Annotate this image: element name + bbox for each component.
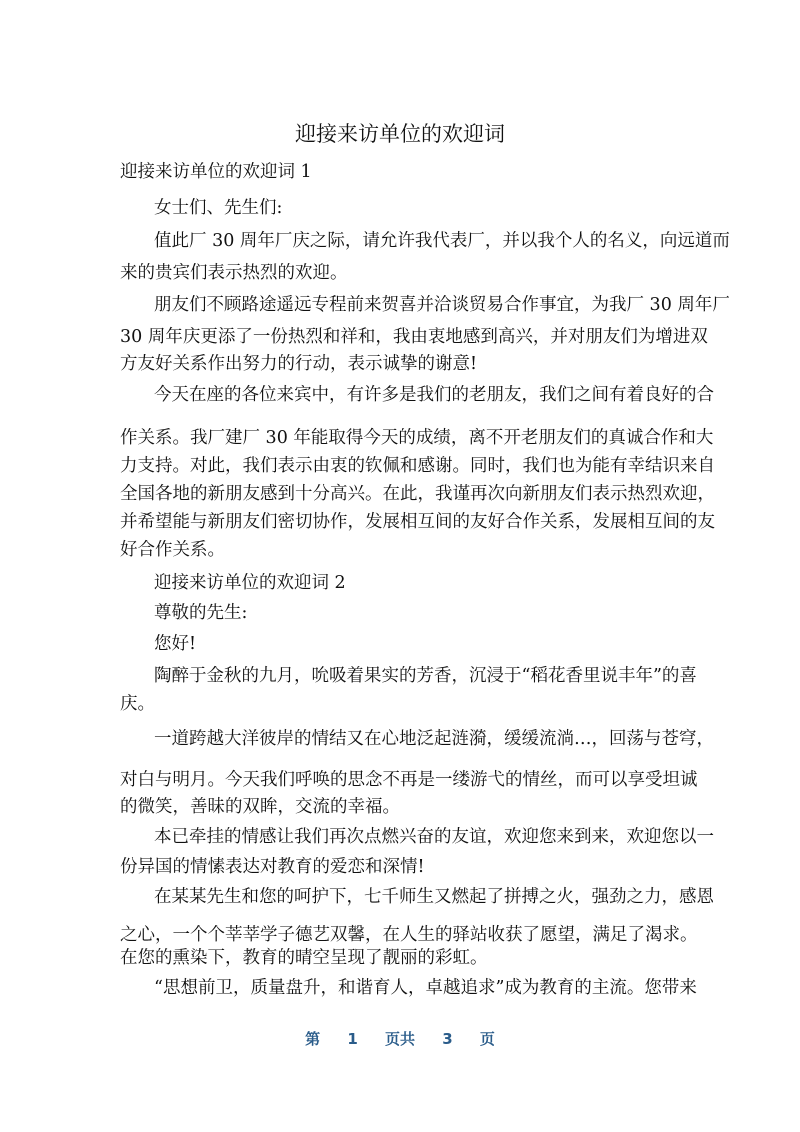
page-footer [0, 1028, 800, 1049]
paragraph-line: 来的贵宾们表示热烈的欢迎。 [120, 263, 348, 283]
section-heading-2: 迎接来访单位的欢迎词 2 [154, 573, 346, 593]
salutation-2: 尊敬的先生: [154, 603, 248, 623]
paragraph-line: 力支持。对此，我们表示由衷的钦佩和感谢。同时，我们也为能有幸结识来自 [120, 456, 715, 476]
paragraph-line: 30 周年庆更添了一份热烈和祥和，我由衷地感到高兴，并对朋友们为增进双 [120, 327, 708, 347]
paragraph-line: 在某某先生和您的呵护下，七千师生又燃起了拼搏之火，强劲之力，感恩 [154, 887, 714, 907]
paragraph-line: 并希望能与新朋友们密切协作，发展相互间的友好合作关系，发展相互间的友 [120, 512, 715, 532]
paragraph-line: 庆。 [120, 694, 155, 714]
paragraph-line: 作关系。我厂建厂 30 年能取得今天的成绩，离不开老朋友们的真诚合作和大 [120, 428, 714, 448]
paragraph-line: 值此厂 30 周年厂庆之际，请允许我代表厂，并以我个人的名义，向远道而 [154, 231, 730, 251]
paragraph-line: 全国各地的新朋友感到十分高兴。在此，我谨再次向新朋友们表示热烈欢迎， [120, 484, 715, 504]
salutation-1: 女士们、先生们: [154, 198, 283, 218]
page-total-number: 3 [442, 1030, 453, 1048]
paragraph-line: 方友好关系作出努力的行动，表示诚挚的谢意! [120, 354, 478, 374]
page-suffix-label: 页 [479, 1030, 495, 1048]
paragraph-line: “思想前卫，质量盘升，和谐育人，卓越追求”成为教育的主流。您带来 [154, 978, 697, 998]
paragraph-line: 在您的熏染下，教育的晴空呈现了靓丽的彩虹。 [120, 948, 488, 968]
paragraph-line: 今天在座的各位来宾中，有许多是我们的老朋友，我们之间有着良好的合 [154, 385, 714, 405]
paragraph-line: 之心，一个个莘莘学子德艺双馨，在人生的驿站收获了愿望，满足了渴求。 [120, 925, 698, 945]
paragraph-line: 的微笑，善昧的双眸，交流的幸福。 [120, 797, 400, 817]
paragraph-line: 陶醉于金秋的九月，吮吸着果实的芳香，沉浸于“稻花香里说丰年”的喜 [154, 666, 697, 686]
page-of-label: 页共 [384, 1030, 415, 1048]
section-heading-1: 迎接来访单位的欢迎词 1 [120, 162, 312, 182]
greeting: 您好! [154, 634, 197, 654]
paragraph-line: 本已牵挂的情感让我们再次点燃兴奋的友谊，欢迎您来到来，欢迎您以一 [154, 827, 714, 847]
page-label: 第 [305, 1030, 321, 1048]
page-current-number: 1 [347, 1030, 358, 1048]
paragraph-line: 份异国的情愫表达对教育的爱恋和深情! [120, 857, 425, 877]
paragraph-line: 好合作关系。 [120, 540, 225, 560]
page-title: 迎接来访单位的欢迎词 [295, 122, 505, 146]
paragraph-line: 朋友们不顾路途遥远专程前来贺喜并洽谈贸易合作事宜，为我厂 30 周年厂 [154, 295, 730, 315]
paragraph-line: 对白与明月。今天我们呼唤的思念不再是一缕游弋的情丝，而可以享受坦诚 [120, 770, 698, 790]
paragraph-line: 一道跨越大洋彼岸的情结又在心地泛起涟漪，缓缓流淌…，回荡与苍穹， [154, 729, 714, 749]
